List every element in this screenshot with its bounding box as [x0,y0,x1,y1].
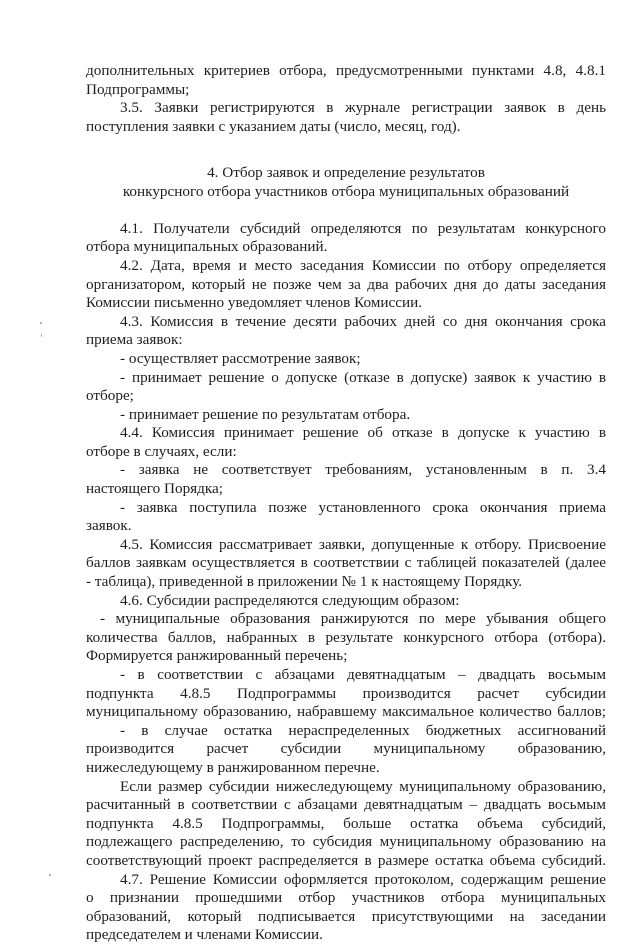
body-line: отборе; [86,387,134,405]
scan-speck [41,334,42,337]
body-line: Если размер субсидии нижеследующему муниципальному образованию, [120,777,606,795]
body-line: Комиссии письменно уведомляет членов Комиссии. [86,294,423,312]
body-line: председателем и членами Комиссии. [86,926,323,944]
body-line: отборе в случаях, если: [86,442,237,460]
body-line: производится расчет субсидии муниципальному образованию, [86,740,606,758]
body-line: 4.7. Решение Комиссии оформляется протоколом, содержащим решение [120,870,606,888]
body-line: нижеследующему в ранжированном перечне. [86,758,380,776]
scan-speck [40,322,42,324]
body-line: 4.1. Получатели субсидий определяются по результатам конкурсного [120,219,606,237]
section-title-line-2: конкурсного отбора участников отбора муниципальных образований [122,182,570,200]
body-line: 4.5. Комиссия рассматривает заявки, допущенные к отбору. Присвоение [120,535,606,553]
body-line: баллов заявкам осуществляется в соответствии с таблицей показателей (далее [86,554,606,572]
body-line: - в соответствии с абзацами девятнадцатым – двадцать восьмым [120,666,606,683]
body-line: образований, который подписывается присутствующими на заседании [86,907,606,925]
body-line: 4.3. Комиссия в течение десяти рабочих дней со дня окончания срока [120,312,606,330]
body-line: настоящего Порядка; [86,480,223,498]
body-line: приема заявок: [86,331,183,349]
body-line: - муниципальные образования ранжируются по мере убывания общего [100,610,606,628]
body-line: - осуществляет рассмотрение заявок; [120,349,361,367]
body-line: 4.2. Дата, время и место заседания Комиссии по отбору определяется [120,256,606,274]
body-line: 4.4. Комиссия принимает решение об отказе в допуске к участию в [120,424,606,442]
scan-speck [49,874,51,876]
body-line: - в случае остатка нераспределенных бюджетных ассигнований [120,721,606,739]
body-line: муниципальному образованию, набравшему максимальное количество баллов; [86,703,606,721]
body-line: - принимает решение по результатам отбора. [120,405,411,423]
paragraph-3-5-line-1: 3.5. Заявки регистрируются в журнале регистрации заявок в день [120,99,606,117]
body-line: - таблица), приведенной в приложении № 1 к настоящему Порядку. [86,573,523,591]
section-title-line-1: 4. Отбор заявок и определение результатов [207,163,485,181]
intro-line-1: дополнительных критериев отбора, предусмотренными пунктами 4.8, 4.8.1 [86,62,606,79]
body-line: - принимает решение о допуске (отказе в допуске) заявок к участию в [120,368,606,386]
body-line: отбора муниципальных образований. [86,238,328,256]
body-line: организатором, который не позже чем за два рабочих дня до даты заседания [86,275,606,293]
section-body [86,220,606,945]
body-line: заявок. [86,517,132,535]
body-line: расчитанный в соответствии с абзацами девятнадцатым – двадцать восьмым [86,796,606,814]
body-line: - заявка поступила позже установленного срока окончания приема [120,498,606,516]
body-line: подпункта 4.8.5 Подпрограммы, больше остатка объема субсидий, [86,814,606,832]
spacer [86,155,606,164]
spacer [86,136,606,155]
body-line: соответствующий проект распределяется в размере остатка объема субсидий. [86,851,606,869]
body-line: подлежащего распределению, то субсидия муниципальному образованию на [86,833,606,851]
body-line: количества баллов, набранных в результате конкурсного отбора (отбора). [86,628,606,646]
body-line: - заявка не соответствует требованиям, установленным в п. 3.4 [120,461,606,479]
body-line: подпункта 4.8.5 Подпрограммы производится расчет субсидии [86,684,606,702]
body-line: о признании прошедшими отбор участников отбора муниципальных [86,889,606,907]
body-line: 4.6. Субсидии распределяются следующим образом: [120,591,460,609]
paragraph-3-5-line-2: поступления заявки с указанием даты (число, месяц, год). [86,117,461,135]
spacer [86,201,606,220]
document-text [86,62,606,945]
intro-line-2: Подпрограммы; [86,80,190,98]
body-line: Формируется ранжированный перечень; [86,647,348,665]
